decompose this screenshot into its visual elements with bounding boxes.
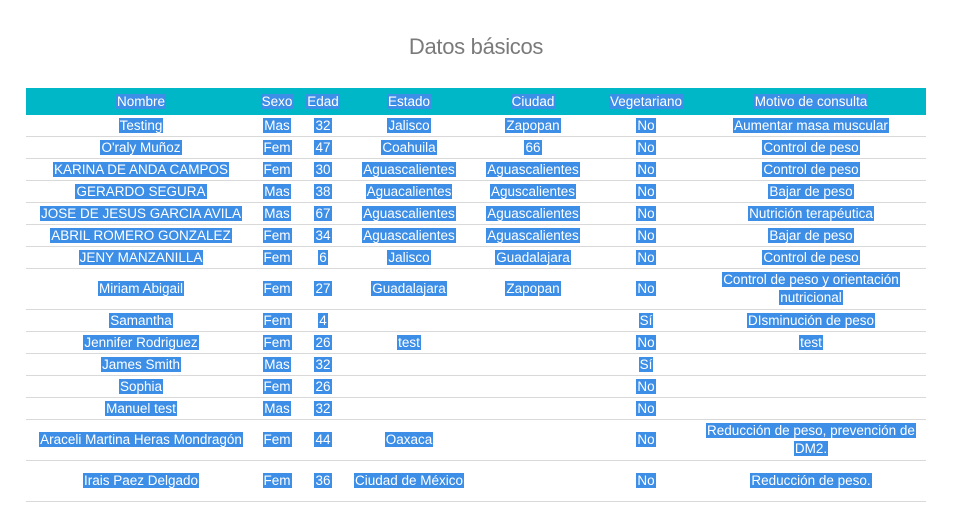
- cell-motivo: [696, 376, 926, 398]
- table-row[interactable]: [26, 203, 926, 225]
- cell-edad: 4: [298, 310, 348, 332]
- cell-sexo: Mas: [256, 115, 298, 137]
- column-header-motivo[interactable]: Motivo de consulta: [696, 88, 926, 115]
- cell-ciudad: Aguascalientes: [470, 159, 596, 181]
- patients-table: [26, 88, 926, 502]
- cell-motivo: [696, 354, 926, 376]
- cell-vegetariano: No: [596, 332, 696, 354]
- cell-sexo: Mas: [256, 203, 298, 225]
- column-header-estado[interactable]: Estado: [348, 88, 470, 115]
- cell-ciudad: [470, 398, 596, 420]
- cell-motivo: Control de peso y orientación nutricional: [696, 269, 926, 310]
- cell-motivo: Control de peso: [696, 247, 926, 269]
- cell-sexo: Fem: [256, 159, 298, 181]
- cell-ciudad: Aguascalientes: [470, 225, 596, 247]
- cell-motivo: Reducción de peso, prevención de DM2.: [696, 420, 926, 461]
- cell-vegetariano: No: [596, 181, 696, 203]
- cell-nombre: Jennifer Rodriguez: [26, 332, 256, 354]
- cell-nombre: Samantha: [26, 310, 256, 332]
- cell-motivo: Bajar de peso: [696, 225, 926, 247]
- cell-motivo: Aumentar masa muscular: [696, 115, 926, 137]
- cell-ciudad: [470, 376, 596, 398]
- cell-sexo: Fem: [256, 269, 298, 310]
- cell-ciudad: [470, 332, 596, 354]
- cell-nombre: Miriam Abigail: [26, 269, 256, 310]
- cell-nombre: Irais Paez Delgado: [26, 461, 256, 502]
- table-row[interactable]: [26, 137, 926, 159]
- table-row[interactable]: [26, 159, 926, 181]
- cell-nombre: JENY MANZANILLA: [26, 247, 256, 269]
- cell-nombre: O'raly Muñoz: [26, 137, 256, 159]
- cell-nombre: ABRIL ROMERO GONZALEZ: [26, 225, 256, 247]
- cell-edad: 26: [298, 332, 348, 354]
- table-row[interactable]: [26, 115, 926, 137]
- cell-vegetariano: No: [596, 203, 696, 225]
- cell-vegetariano: No: [596, 420, 696, 461]
- cell-edad: 30: [298, 159, 348, 181]
- cell-motivo: Control de peso: [696, 137, 926, 159]
- cell-edad: 32: [298, 354, 348, 376]
- cell-ciudad: [470, 420, 596, 461]
- cell-motivo: Bajar de peso: [696, 181, 926, 203]
- cell-edad: 26: [298, 376, 348, 398]
- cell-motivo: Reducción de peso.: [696, 461, 926, 502]
- cell-estado: Aguascalientes: [348, 225, 470, 247]
- table-row[interactable]: [26, 269, 926, 310]
- cell-estado: [348, 398, 470, 420]
- cell-sexo: Fem: [256, 310, 298, 332]
- cell-ciudad: Aguascalientes: [470, 203, 596, 225]
- table-row[interactable]: [26, 420, 926, 461]
- table-row[interactable]: [26, 310, 926, 332]
- cell-vegetariano: Sí: [596, 310, 696, 332]
- cell-vegetariano: No: [596, 461, 696, 502]
- cell-edad: 6: [298, 247, 348, 269]
- cell-estado: test: [348, 332, 470, 354]
- cell-ciudad: Aguscalientes: [470, 181, 596, 203]
- cell-nombre: Testing: [26, 115, 256, 137]
- cell-vegetariano: No: [596, 137, 696, 159]
- cell-sexo: Fem: [256, 247, 298, 269]
- cell-edad: 44: [298, 420, 348, 461]
- cell-edad: 34: [298, 225, 348, 247]
- cell-estado: Coahuila: [348, 137, 470, 159]
- cell-ciudad: Zapopan: [470, 269, 596, 310]
- cell-estado: Ciudad de México: [348, 461, 470, 502]
- cell-sexo: Fem: [256, 420, 298, 461]
- cell-nombre: Sophia: [26, 376, 256, 398]
- cell-estado: Jalisco: [348, 115, 470, 137]
- cell-nombre: GERARDO SEGURA: [26, 181, 256, 203]
- cell-sexo: Fem: [256, 332, 298, 354]
- page-title: Datos básicos: [408, 34, 544, 59]
- cell-estado: Aguacalientes: [348, 181, 470, 203]
- cell-motivo: Nutrición terapéutica: [696, 203, 926, 225]
- table-header-row: [26, 88, 926, 115]
- column-header-sexo[interactable]: Sexo: [256, 88, 298, 115]
- cell-vegetariano: Sí: [596, 354, 696, 376]
- cell-edad: 36: [298, 461, 348, 502]
- table-row[interactable]: [26, 247, 926, 269]
- cell-nombre: Manuel test: [26, 398, 256, 420]
- cell-estado: [348, 354, 470, 376]
- cell-ciudad: Zapopan: [470, 115, 596, 137]
- cell-sexo: Mas: [256, 398, 298, 420]
- cell-sexo: Mas: [256, 181, 298, 203]
- cell-ciudad: [470, 461, 596, 502]
- cell-estado: [348, 310, 470, 332]
- cell-edad: 32: [298, 115, 348, 137]
- column-header-ciudad[interactable]: Ciudad: [470, 88, 596, 115]
- cell-ciudad: [470, 354, 596, 376]
- column-header-edad[interactable]: Edad: [298, 88, 348, 115]
- cell-sexo: Fem: [256, 225, 298, 247]
- cell-estado: Aguascalientes: [348, 159, 470, 181]
- table-row[interactable]: [26, 461, 926, 502]
- cell-estado: Oaxaca: [348, 420, 470, 461]
- cell-sexo: Fem: [256, 461, 298, 502]
- cell-vegetariano: No: [596, 115, 696, 137]
- cell-motivo: DIsminución de peso: [696, 310, 926, 332]
- cell-estado: Aguascalientes: [348, 203, 470, 225]
- cell-ciudad: Guadalajara: [470, 247, 596, 269]
- cell-vegetariano: No: [596, 159, 696, 181]
- table-row[interactable]: [26, 332, 926, 354]
- table-row[interactable]: [26, 181, 926, 203]
- cell-estado: Guadalajara: [348, 269, 470, 310]
- cell-edad: 38: [298, 181, 348, 203]
- table-row[interactable]: [26, 225, 926, 247]
- cell-nombre: JOSE DE JESUS GARCIA AVILA: [26, 203, 256, 225]
- cell-vegetariano: No: [596, 269, 696, 310]
- cell-vegetariano: No: [596, 376, 696, 398]
- cell-nombre: Araceli Martina Heras Mondragón: [26, 420, 256, 461]
- table-row[interactable]: [26, 376, 926, 398]
- cell-edad: 32: [298, 398, 348, 420]
- cell-ciudad: 66: [470, 137, 596, 159]
- cell-motivo: Control de peso: [696, 159, 926, 181]
- cell-estado: [348, 376, 470, 398]
- cell-edad: 47: [298, 137, 348, 159]
- cell-sexo: Fem: [256, 376, 298, 398]
- cell-edad: 27: [298, 269, 348, 310]
- cell-sexo: Mas: [256, 354, 298, 376]
- cell-nombre: James Smith: [26, 354, 256, 376]
- table-row[interactable]: [26, 354, 926, 376]
- cell-motivo: test: [696, 332, 926, 354]
- patients-table-container: [26, 88, 926, 502]
- cell-sexo: Fem: [256, 137, 298, 159]
- cell-motivo: [696, 398, 926, 420]
- cell-vegetariano: No: [596, 398, 696, 420]
- cell-estado: Jalisco: [348, 247, 470, 269]
- cell-vegetariano: No: [596, 247, 696, 269]
- table-row[interactable]: [26, 398, 926, 420]
- table-body: [26, 115, 926, 502]
- cell-nombre: KARINA DE ANDA CAMPOS: [26, 159, 256, 181]
- cell-vegetariano: No: [596, 225, 696, 247]
- column-header-nombre[interactable]: Nombre: [26, 88, 256, 115]
- cell-ciudad: [470, 310, 596, 332]
- column-header-vegetariano[interactable]: Vegetariano: [596, 88, 696, 115]
- cell-edad: 67: [298, 203, 348, 225]
